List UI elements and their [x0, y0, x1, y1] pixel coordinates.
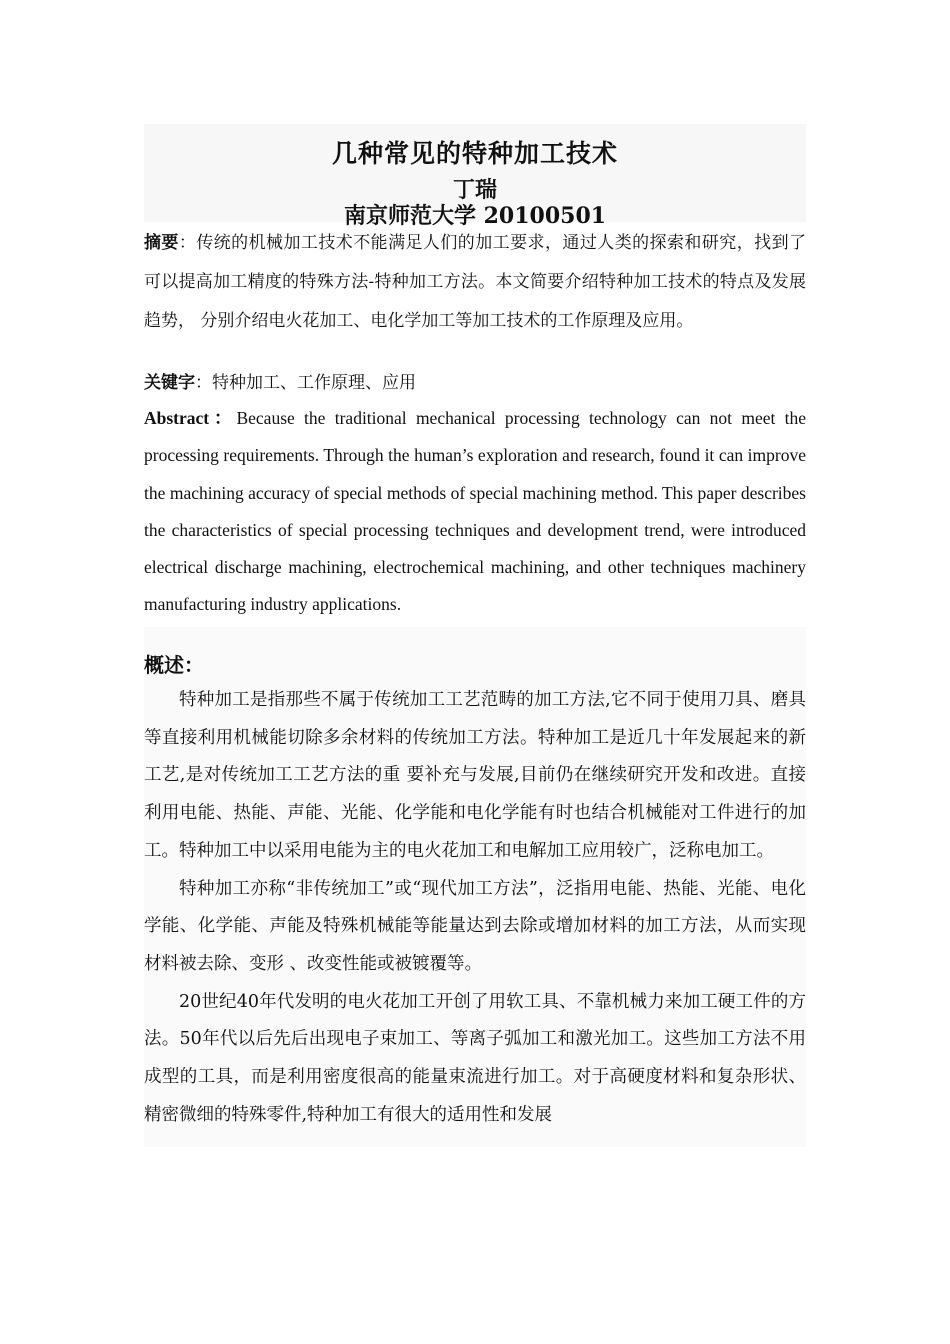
english-abstract [144, 400, 806, 624]
abstract-zh-label: 摘要 [144, 233, 179, 253]
paragraph: 特种加工是指那些不属于传统加工工艺范畴的加工方法,它不同于使用刀具、磨具等直接利用机械能切除多余材料的传统加工方法。特种加工是近几十年发展起来的新工艺,是对传统加工工艺方法的重 要补充与发展,目前仍在继续研究开发和改进。直接利用电能、热能、声能、光能、化学能和电化学能有时也结合机械能对工件进行的加工。特种加工中以采用电能为主的电火花加工和电解加工应用较广，泛称电加工。 [144, 690, 806, 861]
overview-section [144, 627, 806, 1147]
abstract-en-label: Abstract [144, 408, 210, 428]
paragraph: 特种加工亦称“非传统加工”或“现代加工方法”，泛指用电能、热能、光能、电化学能、化学能、声能及特殊机械能等能量达到去除或增加材料的加工方法，从而实现材料被去除、变形 、改变性能或被镀覆等。 [144, 878, 806, 974]
affiliation: 南京师范大学 20100501 [343, 203, 607, 229]
author-name: 丁瑞 [452, 177, 497, 203]
document-title: 几种常见的特种加工技术 [331, 139, 618, 168]
section-heading: 概述： [144, 653, 204, 677]
abstract-en-colon: ： [209, 408, 237, 428]
chinese-abstract [144, 224, 806, 341]
keywords-label: 关键字 [144, 373, 195, 393]
keywords [144, 368, 806, 398]
keywords-text: 特种加工、工作原理、应用 [212, 373, 416, 393]
abstract-zh-colon: ： [178, 233, 197, 253]
section-body [144, 682, 806, 1134]
paragraph: 20世纪40年代发明的电火花加工开创了用软工具、不靠机械力来加工硬工件的方法。50年代以后先后出现电子束加工、等离子弧加工和激光加工。这些加工方法不用成型的工具，而是利用密度很高的能量束流进行加工。对于高硬度材料和复杂形状、精密微细的特殊零件,特种加工有很大的适用性和发展 [144, 991, 806, 1125]
keywords-colon: ： [195, 373, 212, 393]
abstract-en-text: Because the traditional mechanical processing technology can not meet the processing requirements. Through the human’s exploration and research, found it can improve the machining accuracy of special methods of special machining method. This paper describes the characteristics of special processing techniques and development trend, were introduced electrical discharge machining, electrochemical machining, and other techniques machinery manufacturing industry applications. [144, 408, 807, 615]
abstract-zh-text: 传统的机械加工技术不能满足人们的加工要求，通过人类的探索和研究，找到了可以提高加工精度的特殊方法-特种加工方法。本文简要介绍特种加工技术的特点及发展趋势， 分别介绍电火花加工、电化学加工等加工技术的工作原理及应用。 [144, 233, 807, 331]
title-block [144, 124, 806, 229]
